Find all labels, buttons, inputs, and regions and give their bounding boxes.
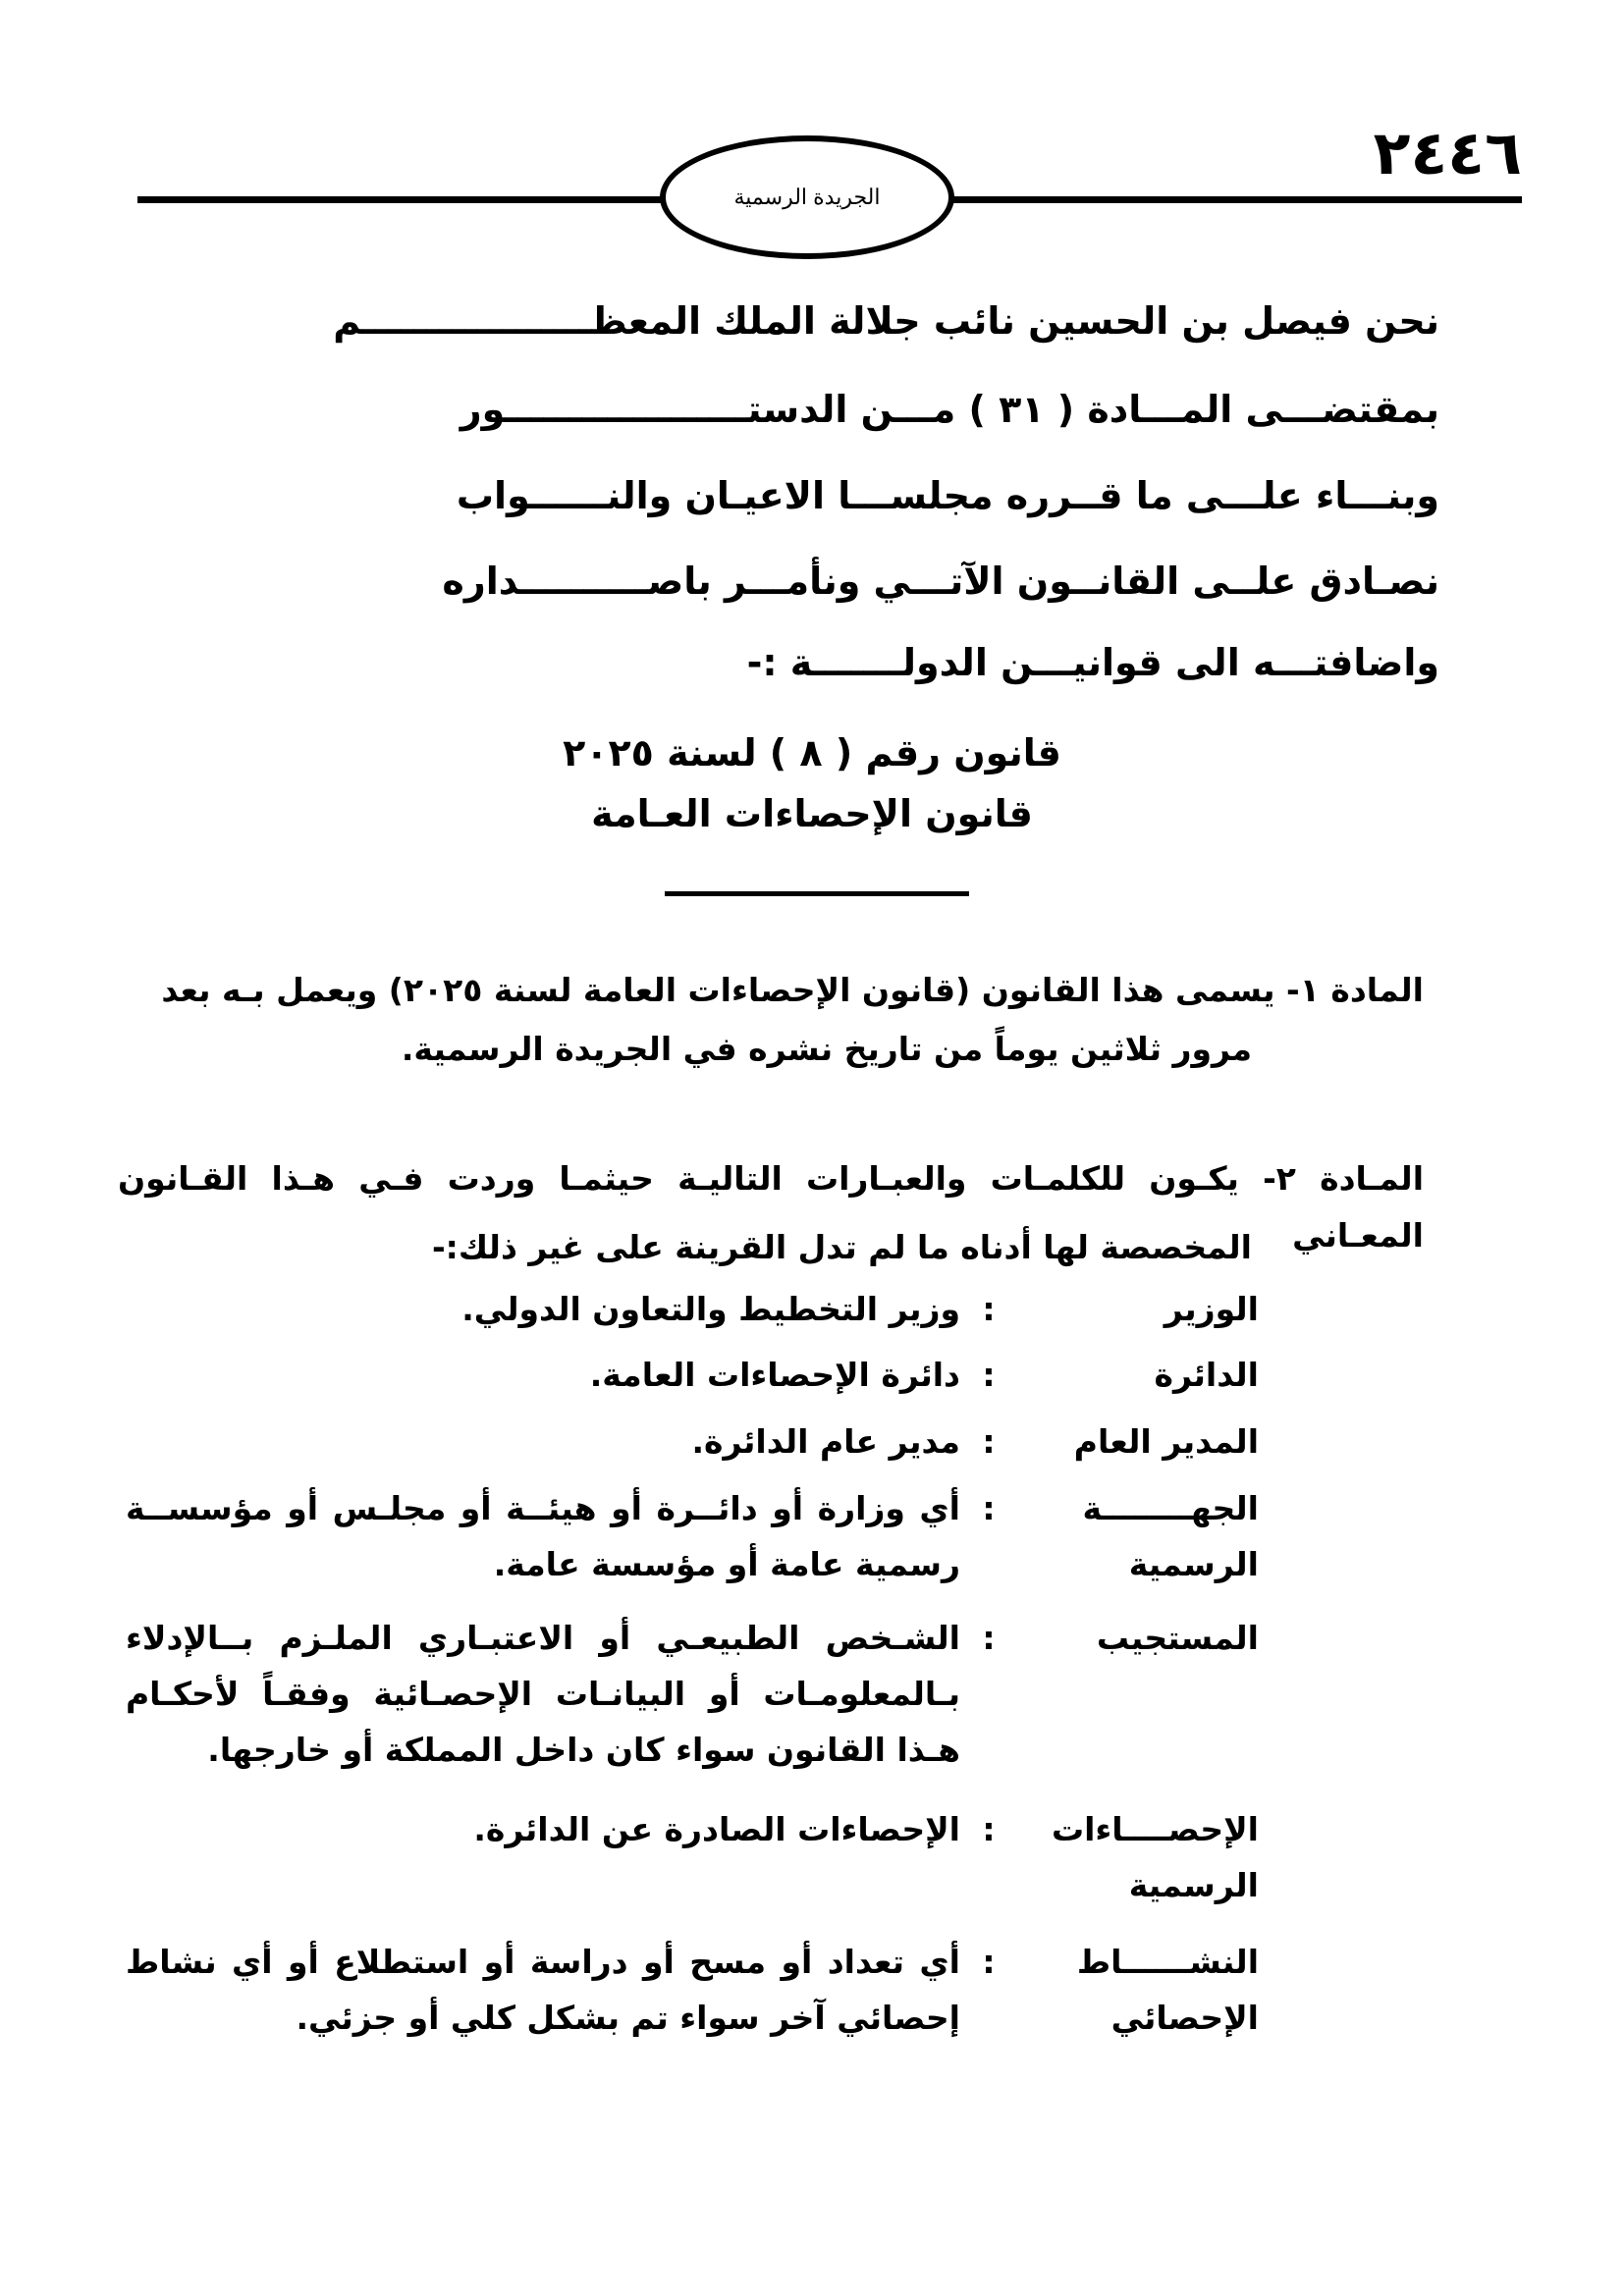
gazette-emblem-oval bbox=[660, 135, 954, 259]
article-2-continuation bbox=[118, 1219, 1252, 1276]
definition-text: مدير عام الدائرة. bbox=[691, 1422, 960, 1461]
law-title: قانون الإحصاءات العـامة bbox=[591, 792, 1033, 835]
definition-term: الإحصــــاءات الرسمية bbox=[1051, 1810, 1259, 1904]
definition-text: أي تعداد أو مسح أو دراسة أو استطلاع أو أي نشاط إحصائي آخر سواء تم بشكل كلي أو جزئي. bbox=[126, 1943, 960, 2037]
definition-term: الجهــــــــة الرسمية bbox=[1082, 1489, 1259, 1583]
definition-colon: : bbox=[982, 1489, 996, 1527]
definition-colon: : bbox=[982, 1810, 996, 1848]
definition-text: الشـخص الطبيعـي أو الاعتبـاري الملـزم بــالإدلاء بـالمعلومـات أو البيانـات الإحصـائية وفقـاً لأحكـام هـذا القانون سواء كان داخل المملكة أو خارجها. bbox=[126, 1619, 960, 1769]
definition-term: الدائرة bbox=[1154, 1356, 1259, 1394]
gazette-name: الجريدة الرسمية bbox=[733, 185, 881, 209]
definition-text: وزير التخطيط والتعاون الدولي. bbox=[461, 1290, 960, 1328]
preamble-line-3: وبنـــاء علـــى ما قــرره مجلســـا الاعيـان والنــــــواب bbox=[456, 474, 1439, 517]
page-number: ٢٤٤٦ bbox=[1373, 117, 1522, 188]
article-2-line-1: المـادة ٢- يكـون للكلمـات والعبـارات التاليـة حيثمـا وردت فـي هـذا القـانون المعـاني bbox=[118, 1159, 1425, 1255]
preamble-line-5: واضافتـــه الى قوانيـــن الدولـــــــة :- bbox=[746, 641, 1439, 684]
preamble-line-1: نحن فيصل بن الحسين نائب جلالة الملك المعظــــــــــــــــــم bbox=[333, 299, 1439, 343]
article-2-line-2: المخصصة لها أدناه ما لم تدل القرينة على غير ذلك:- bbox=[431, 1228, 1252, 1266]
definition-colon: : bbox=[982, 1943, 996, 1981]
article-1-continuation bbox=[118, 1021, 1252, 1078]
law-number: قانون رقم ( ٨ ) لسنة ٢٠٢٥ bbox=[563, 731, 1061, 774]
definition-colon: : bbox=[982, 1619, 996, 1657]
article-1-line-2: مرور ثلاثين يوماً من تاريخ نشره في الجريدة الرسمية. bbox=[401, 1030, 1252, 1068]
definition-text: دائرة الإحصاءات العامة. bbox=[589, 1356, 960, 1394]
article-1-line-1: المادة ١- يسمى هذا القانون (قانون الإحصاءات العامة لسنة ٢٠٢٥) ويعمل بـه بعد bbox=[161, 971, 1424, 1009]
definition-term: المدير العام bbox=[1073, 1422, 1259, 1461]
definition-text: الإحصاءات الصادرة عن الدائرة. bbox=[473, 1810, 960, 1848]
definition-colon: : bbox=[982, 1356, 996, 1394]
definition-term: المستجيب bbox=[1096, 1619, 1259, 1657]
definition-text: أي وزارة أو دائــرة أو هيئــة أو مجلـس أو مؤسســة رسمية عامة أو مؤسسة عامة. bbox=[126, 1489, 960, 1583]
definition-term: النشــــــاط الإحصائي bbox=[1076, 1943, 1259, 2037]
preamble-line-4: نصـادق علــى القانــون الآتـــي ونأمـــر باصــــــــــداره bbox=[442, 560, 1439, 603]
definition-colon: : bbox=[982, 1422, 996, 1461]
article-1 bbox=[118, 962, 1424, 1019]
title-divider bbox=[665, 891, 969, 896]
preamble-line-2: بمقتضـــى المـــادة ( ٣١ ) مـــن الدستـــــــــــــــــــور bbox=[460, 388, 1439, 431]
definition-term: الوزير bbox=[1164, 1290, 1259, 1328]
definition-colon: : bbox=[982, 1290, 996, 1328]
